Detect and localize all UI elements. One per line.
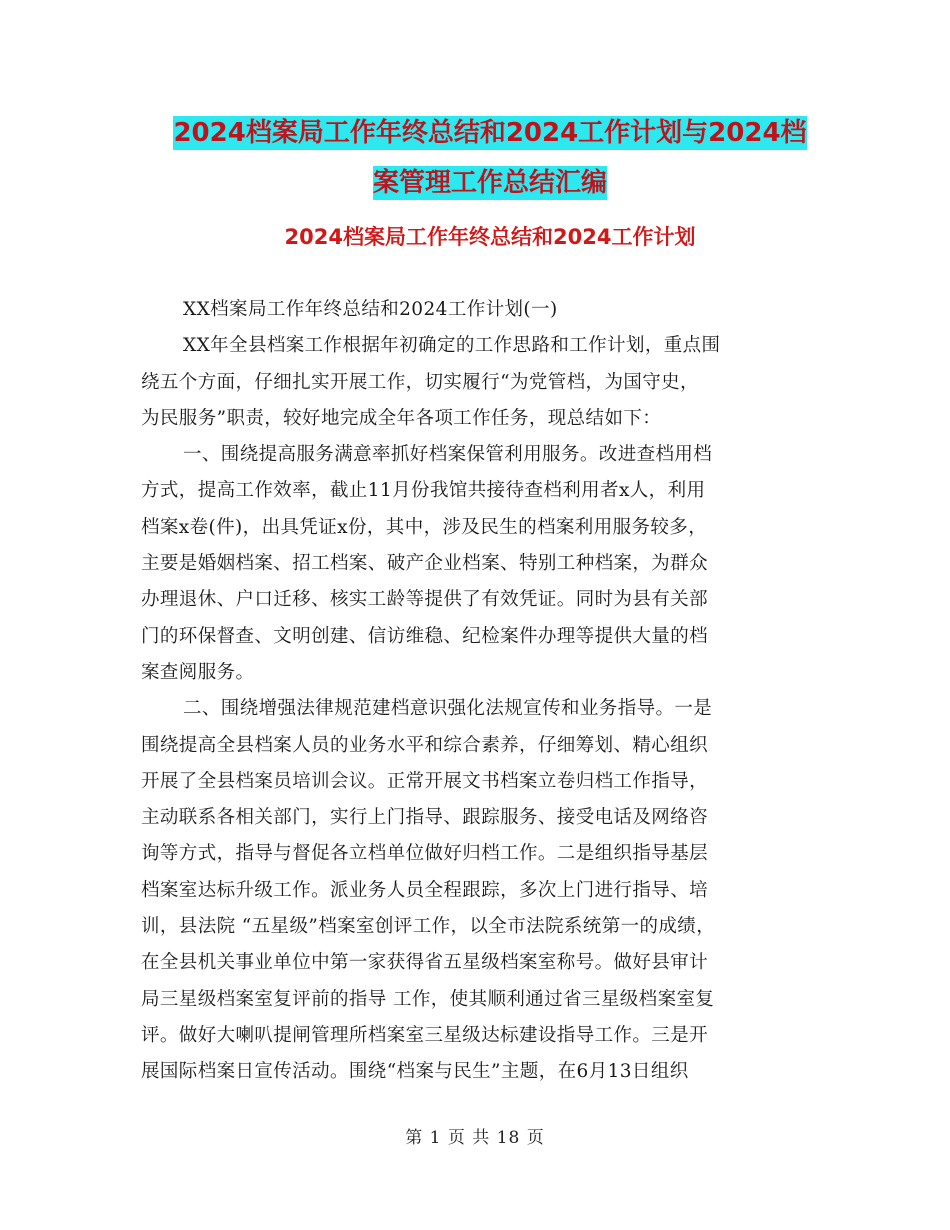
body-text [141, 292, 813, 1091]
title-line-1: 2024档案局工作年终总结和2024工作计划与2024档 [173, 118, 807, 148]
text-line: 展国际档案日宣传活动。围绕“档案与民生”主题，在6月13日组织 [141, 1061, 689, 1083]
text-line: 案查阅服务。 [141, 661, 255, 683]
text-line: 评。做好大喇叭提闸管理所档案室三星级达标建设指导工作。三是开 [141, 1024, 709, 1046]
text-line: 为民服务”职责，较好地完成全年各项工作任务，现总结如下： [141, 407, 662, 429]
text-line: 主要是婚姻档案、招工档案、破产企业档案、特别工种档案，为群众 [141, 553, 709, 575]
text-line: 训，县法院 “五星级”档案室创评工作，以全市法院系统第一的成绩， [141, 916, 716, 938]
text-line: 一、围绕提高服务满意率抓好档案保管利用服务。改进查档用档 [183, 444, 713, 466]
title-line-2: 案管理工作总结汇编 [372, 168, 607, 198]
text-line: 询等方式，指导与督促各立档单位做好归档工作。二是组织指导基层 [141, 843, 709, 865]
text-line: 在全县机关事业单位中第一家获得省五星级档案室称号。做好县审计 [141, 952, 709, 974]
text-line: 二、围绕增强法律规范建档意识强化法规宣传和业务指导。一是 [183, 698, 713, 720]
text-line: 门的环保督查、文明创建、信访维稳、纪检案件办理等提供大量的档 [141, 625, 709, 647]
page-number: 第 1 页 共 18 页 [405, 1128, 545, 1148]
text-line: 档案室达标升级工作。派业务人员全程跟踪，多次上门进行指导、培 [141, 879, 709, 901]
text-line: 局三星级档案室复评前的指导 工作，使其顺利通过省三星级档案室复 [141, 988, 715, 1010]
text-line: 档案x卷(件)，出具凭证x份，其中，涉及民生的档案利用服务较多， [141, 516, 708, 538]
text-line: 开展了全县档案员培训会议。正常开展文书档案立卷归档工作指导， [141, 770, 709, 792]
section-title: 2024档案局工作年终总结和2024工作计划 [284, 225, 696, 249]
text-line: XX年全县档案工作根据年初确定的工作思路和工作计划，重点围 [183, 335, 721, 357]
text-line: 主动联系各相关部门，实行上门指导、跟踪服务、接受电话及网络咨 [141, 807, 709, 829]
text-line: 方式，提高工作效率，截止11月份我馆共接待查档利用者x人，利用 [141, 480, 706, 502]
text-line: 绕五个方面，仔细扎实开展工作，切实履行“为党管档，为国守史， [141, 371, 699, 393]
document-title [140, 108, 840, 208]
paragraph-heading: XX档案局工作年终总结和2024工作计划(一) [183, 299, 558, 320]
text-line: 围绕提高全县档案人员的业务水平和综合素养，仔细筹划、精心组织 [141, 734, 709, 756]
text-line: 办理退休、户口迁移、核实工龄等提供了有效凭证。同时为县有关部 [141, 589, 709, 611]
